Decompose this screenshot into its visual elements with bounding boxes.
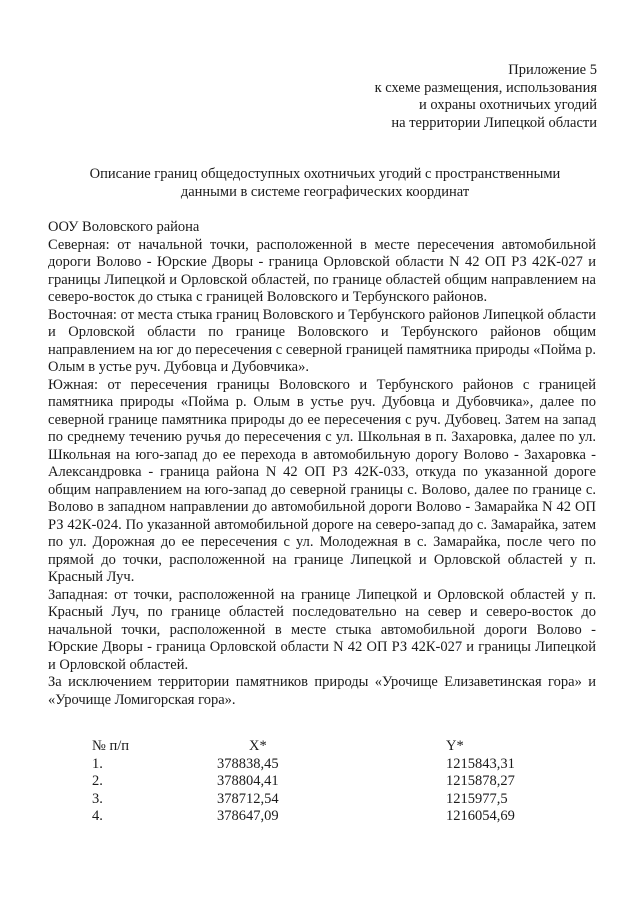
table-header-row [92, 738, 566, 756]
cell-num: 3. [92, 790, 103, 807]
appendix-line: к схеме размещения, использования [374, 79, 597, 96]
cell-x: 378647,09 [217, 808, 279, 824]
header-x: X* [249, 738, 267, 754]
table-row [92, 791, 566, 809]
exclusion-note: За исключением территории памятников природы «Урочище Елизаветинская гора» и «Урочище Ломигорская гора». [48, 674, 596, 708]
appendix-line: и охраны охотничьих угодий [419, 97, 597, 113]
south-boundary: Южная: от пересечения границы Воловского и Тербунского районов с границей памятника природы «Пойма р. Олым в устье руч. Дубовца и Дубовчика», далее по северной границе памятника природы до ее пересечения с руч. Дубовец. Затем на запад по среднему течению ручья до пересечения с ул. Школьная в п. Захаровка, далее по ул. Школьная на юго-запад до ее перехода в автомобильную дорогу Волово - Захаровка - Александровка - граница района N 42 ОП РЗ 42К-033, откуда по указанной дороге общим направлением на юго-запад до северной границы с. Волово, далее по границе с. Волово в западном направлении до автомобильной дороги Волово - Замарайка N 42 ОП РЗ 42К-024. По указанной автомобильной дороге на северо-запад до с. Замарайка, затем по ул. Дорожная до ее пересечения с ул. Молодежная в с. Замарайка, после чего по прямой до точки, расположенной на границе Липецкой и Орловской областей у п. Красный Луч. [48, 376, 596, 585]
appendix-block [297, 62, 597, 132]
coordinates-table [92, 738, 566, 826]
cell-num: 4. [92, 808, 103, 824]
table-row [92, 756, 566, 774]
header-y: Y* [446, 738, 464, 754]
cell-y: 1215843,31 [446, 755, 515, 772]
cell-x: 378712,54 [217, 790, 279, 807]
title-line: Описание границ общедоступных охотничьих угодий с пространственными [89, 166, 561, 182]
table-row [92, 808, 566, 826]
west-boundary: Западная: от точки, расположенной на границе Липецкой и Орловской областей у п. Красный Луч, по границе областей последовательно на север и северо-восток до начальной точки, расположенной в месте стыка автомобильной дороги Волово - Юрские Дворы - граница Орловской области N 42 ОП РЗ 42К-027 и границы Липецкой и Орловской областей. [48, 586, 596, 673]
document-title [60, 166, 590, 201]
cell-num: 1. [92, 755, 103, 772]
cell-x: 378804,41 [217, 773, 279, 789]
appendix-line: на территории Липецкой области [391, 114, 597, 131]
title-line: данными в системе географических координат [180, 183, 470, 200]
header-num: № п/п [92, 738, 130, 754]
cell-num: 2. [92, 773, 103, 789]
cell-y: 1216054,69 [446, 808, 515, 824]
table-row [92, 773, 566, 791]
cell-x: 378838,45 [217, 755, 279, 772]
east-boundary: Восточная: от места стыка границ Воловского и Тербунского районов Липецкой области и Орловской области по границе Воловского и Тербунского районов общим направлением на юг до пересечения с северной границей памятника природы «Пойма р. Олым в устье руч. Дубовца и Дубовчика». [48, 306, 596, 375]
cell-y: 1215878,27 [446, 773, 515, 789]
document-body [48, 219, 596, 709]
cell-y: 1215977,5 [446, 790, 508, 807]
north-boundary: Северная: от начальной точки, расположенной в месте пересечения автомобильной дороги Волово - Юрские Дворы - граница Орловской области N 42 ОП РЗ 42К-027 и границы Липецкой и Орловской областей, по границе областей общим направлением на северо-восток до стыка с границей Воловского и Тербунского районов. [48, 236, 596, 305]
section-heading: ООУ Воловского района [48, 219, 200, 235]
appendix-line: Приложение 5 [508, 62, 597, 78]
